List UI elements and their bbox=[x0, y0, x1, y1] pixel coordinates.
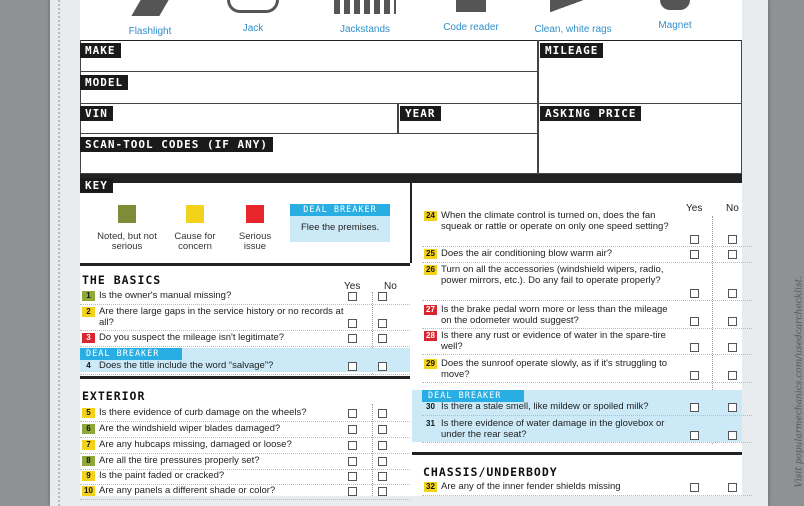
checklist-sheet bbox=[50, 0, 804, 506]
no-col-header: No bbox=[726, 203, 739, 214]
no-checkbox[interactable] bbox=[728, 317, 737, 326]
item-number: 27 bbox=[424, 305, 437, 315]
exterior-title: EXTERIOR bbox=[82, 389, 146, 403]
row-separator bbox=[80, 304, 410, 305]
item-number: 6 bbox=[82, 424, 95, 434]
row-separator bbox=[80, 330, 410, 331]
item-question: Are any panels a different shade or color? bbox=[99, 485, 276, 496]
tool-code-reader: Code reader bbox=[426, 0, 516, 33]
item-question: Is there a stale smell, like mildew or spoiled milk? bbox=[441, 401, 649, 412]
checklist-form bbox=[80, 0, 742, 496]
item-question: Is the brake pedal worn more or less than the mileage on the odometer would suggest? bbox=[441, 304, 668, 326]
no-checkbox[interactable] bbox=[378, 362, 387, 371]
tool-flashlight: Flashlight bbox=[105, 0, 195, 37]
tool-magnet: Magnet bbox=[630, 0, 720, 31]
jack-icon bbox=[227, 0, 279, 13]
serious-swatch bbox=[246, 205, 264, 223]
no-checkbox[interactable] bbox=[728, 289, 737, 298]
row-separator bbox=[80, 453, 410, 454]
yes-checkbox[interactable] bbox=[348, 457, 357, 466]
concern-swatch bbox=[186, 205, 204, 223]
perforation-line bbox=[58, 0, 60, 506]
code-reader-icon bbox=[456, 0, 486, 12]
item-question: Are any hubcaps missing, damaged or loose? bbox=[99, 439, 292, 450]
no-checkbox[interactable] bbox=[378, 409, 387, 418]
yes-checkbox[interactable] bbox=[690, 431, 699, 440]
row-separator bbox=[422, 415, 752, 416]
no-checkbox[interactable] bbox=[728, 235, 737, 244]
yes-col-header: Yes bbox=[344, 281, 361, 292]
item-number: 32 bbox=[424, 482, 437, 492]
item-number: 2 bbox=[82, 307, 95, 317]
no-checkbox[interactable] bbox=[728, 343, 737, 352]
no-checkbox[interactable] bbox=[378, 472, 387, 481]
row-separator bbox=[80, 346, 410, 347]
yes-checkbox[interactable] bbox=[348, 319, 357, 328]
year-label: YEAR bbox=[400, 106, 441, 121]
deal-breaker-key-tag: DEAL BREAKER bbox=[290, 204, 390, 216]
item-number: 30 bbox=[426, 402, 435, 411]
basics-divider bbox=[80, 263, 410, 266]
item-number: 26 bbox=[424, 265, 437, 275]
key-title: KEY bbox=[80, 178, 113, 193]
yes-checkbox[interactable] bbox=[690, 403, 699, 412]
concern-label: Cause for concern bbox=[174, 231, 216, 252]
item-question: Is the owner's manual missing? bbox=[99, 290, 232, 301]
yes-checkbox[interactable] bbox=[348, 425, 357, 434]
column-divider bbox=[372, 404, 373, 496]
no-checkbox[interactable] bbox=[728, 250, 737, 259]
noted-label: Noted, but not serious bbox=[97, 231, 157, 252]
model-field[interactable] bbox=[80, 72, 538, 104]
exterior-divider bbox=[80, 376, 410, 379]
item-question: Does the sunroof operate slowly, as if it's struggling to move? bbox=[441, 358, 668, 380]
serious-label: Serious issue bbox=[238, 231, 272, 252]
item-question: Does the title include the word “salvage”? bbox=[99, 360, 274, 371]
item-question: Is there evidence of curb damage on the wheels? bbox=[99, 407, 307, 418]
thick-divider bbox=[80, 174, 742, 183]
row-separator bbox=[422, 328, 752, 329]
item-number: 28 bbox=[424, 331, 437, 341]
item-number: 24 bbox=[424, 211, 437, 221]
yes-checkbox[interactable] bbox=[690, 250, 699, 259]
magnet-icon bbox=[660, 0, 690, 10]
no-col-header: No bbox=[384, 281, 397, 292]
item-number: 5 bbox=[82, 408, 95, 418]
item-number: 25 bbox=[424, 249, 437, 259]
vin-field[interactable] bbox=[80, 104, 398, 134]
item-question: Is there evidence of water damage in the glovebox or under the rear seat? bbox=[441, 418, 665, 440]
scan-tool-codes-label: SCAN-TOOL CODES (IF ANY) bbox=[80, 137, 273, 152]
item-question: Are the windshield wiper blades damaged? bbox=[99, 423, 281, 434]
chassis-title: CHASSIS/UNDERBODY bbox=[423, 465, 558, 479]
item-question: Does the air conditioning blow warm air? bbox=[441, 248, 613, 259]
item-number: 4 bbox=[86, 361, 91, 370]
mileage-label: MILEAGE bbox=[540, 43, 603, 58]
basics-deal-breaker-tag: DEAL BREAKER bbox=[80, 348, 182, 360]
item-number: 7 bbox=[82, 440, 95, 450]
item-question: Turn on all the accessories (windshield wipers, radio, power mirrors, etc.). Do any fail to operate properly? bbox=[441, 264, 664, 286]
tool-rags: Clean, white rags bbox=[528, 0, 618, 35]
yes-checkbox[interactable] bbox=[690, 343, 699, 352]
jackstands-icon bbox=[334, 0, 396, 14]
row-separator bbox=[80, 437, 410, 438]
basics-title: THE BASICS bbox=[82, 273, 162, 287]
side-note: Visit popularmechanics.com/usedcarchecklist. bbox=[794, 276, 804, 488]
yes-checkbox[interactable] bbox=[348, 441, 357, 450]
item-question: Are there large gaps in the service history or no records at all? bbox=[99, 306, 344, 328]
row-separator bbox=[80, 421, 410, 422]
no-checkbox[interactable] bbox=[378, 319, 387, 328]
no-checkbox[interactable] bbox=[378, 334, 387, 343]
item-number: 1 bbox=[82, 291, 95, 301]
item-question: When the climate control is turned on, does the fan squeak or rattle or operate on only one speed setting? bbox=[441, 210, 669, 232]
flashlight-icon bbox=[131, 0, 168, 16]
deal-breaker-key-text: Flee the premises. bbox=[301, 222, 380, 233]
no-checkbox[interactable] bbox=[378, 487, 387, 496]
row-separator bbox=[422, 442, 752, 443]
item-number: 29 bbox=[424, 359, 437, 369]
row-separator bbox=[80, 374, 410, 375]
row-separator bbox=[422, 354, 752, 355]
row-separator bbox=[422, 382, 752, 383]
yes-checkbox[interactable] bbox=[348, 292, 357, 301]
yes-checkbox[interactable] bbox=[348, 487, 357, 496]
chassis-divider bbox=[412, 452, 742, 455]
make-field[interactable] bbox=[80, 40, 538, 72]
yes-checkbox[interactable] bbox=[690, 289, 699, 298]
item-number: 3 bbox=[82, 333, 95, 343]
yes-checkbox[interactable] bbox=[690, 317, 699, 326]
yes-checkbox[interactable] bbox=[690, 483, 699, 492]
item-number: 9 bbox=[82, 471, 95, 481]
item-question: Do you suspect the mileage isn't legitimate? bbox=[99, 332, 285, 343]
row-separator bbox=[422, 262, 752, 263]
item-number: 10 bbox=[82, 486, 95, 496]
row-separator bbox=[422, 300, 752, 301]
noted-swatch bbox=[118, 205, 136, 223]
asking-price-label: ASKING PRICE bbox=[540, 106, 641, 121]
item-question: Are any of the inner fender shields missing bbox=[441, 481, 621, 492]
item-question: Are all the tire pressures properly set? bbox=[99, 455, 260, 466]
yes-col-header: Yes bbox=[686, 203, 703, 214]
no-checkbox[interactable] bbox=[728, 483, 737, 492]
interior-deal-breaker-tag: DEAL BREAKER bbox=[422, 390, 524, 402]
row-separator bbox=[422, 246, 752, 247]
row-separator bbox=[422, 495, 752, 496]
vin-label: VIN bbox=[80, 106, 113, 121]
no-checkbox[interactable] bbox=[728, 403, 737, 412]
model-label: MODEL bbox=[80, 75, 128, 90]
item-number: 31 bbox=[426, 419, 435, 428]
yes-checkbox[interactable] bbox=[690, 371, 699, 380]
make-label: MAKE bbox=[80, 43, 121, 58]
yes-checkbox[interactable] bbox=[348, 409, 357, 418]
no-checkbox[interactable] bbox=[378, 292, 387, 301]
yes-checkbox[interactable] bbox=[348, 362, 357, 371]
yes-checkbox[interactable] bbox=[690, 235, 699, 244]
item-question: Is there any rust or evidence of water in the spare-tire well? bbox=[441, 330, 666, 352]
no-checkbox[interactable] bbox=[378, 425, 387, 434]
vertical-divider bbox=[410, 183, 412, 263]
tool-jackstands: Jackstands bbox=[320, 0, 410, 35]
tool-jack: Jack bbox=[208, 0, 298, 34]
no-checkbox[interactable] bbox=[728, 371, 737, 380]
row-separator bbox=[80, 499, 410, 500]
no-checkbox[interactable] bbox=[728, 431, 737, 440]
rags-icon bbox=[550, 0, 596, 14]
yes-checkbox[interactable] bbox=[348, 334, 357, 343]
item-number: 8 bbox=[82, 456, 95, 466]
no-checkbox[interactable] bbox=[378, 457, 387, 466]
yes-checkbox[interactable] bbox=[348, 472, 357, 481]
no-checkbox[interactable] bbox=[378, 441, 387, 450]
item-question: Is the paint faded or cracked? bbox=[99, 470, 225, 481]
